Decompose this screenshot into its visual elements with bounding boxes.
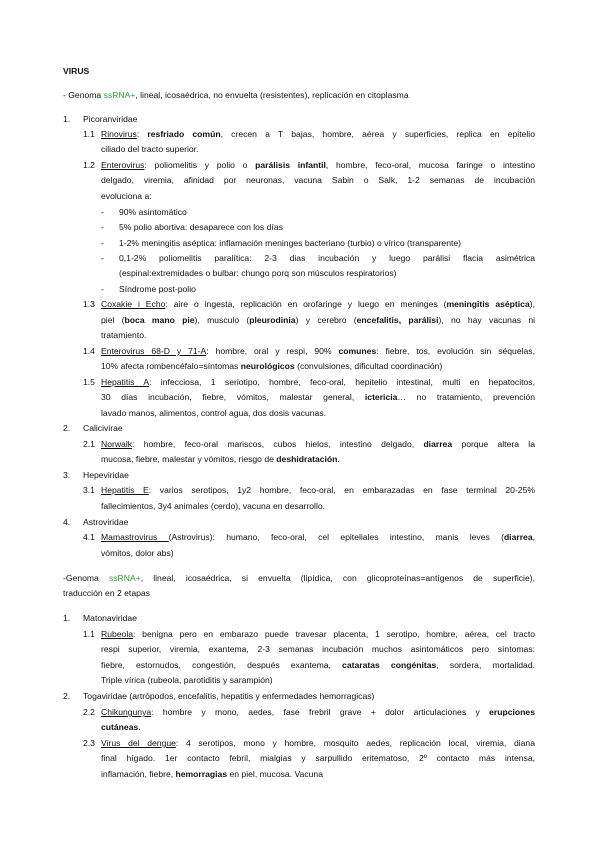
item-enterovirus-68: Enterovirus 68-D y 71-A: hombre, oral y respi, 90% comunes: fiebre, tos, evolución sin séquelas, [101, 346, 535, 356]
item-mamastrovirus: Mamastrovirus (Astrovirus): humano, feco-oral, cel epiteliales intestino, manis leves (diarrea, [101, 532, 535, 542]
item-number: 1.1 [83, 629, 95, 639]
item-rinovirus: Rinovirus: resfriado común, crecen a T bajas, hombre, aérea y superficies, replica en epitelio [101, 129, 535, 139]
item-number: 3.1 [83, 485, 95, 495]
intro-text: - Genoma [63, 90, 104, 100]
list-item: 5% polio abortiva: desaparece con los días [119, 222, 283, 232]
item-number: 2.3 [83, 738, 95, 748]
list-item: 1-2% meningitis aséptica: inflamación meninges bacteriano (turbio) o vírico (transparente) [119, 238, 462, 248]
list-item: Síndrome post-polio [119, 284, 196, 294]
item-chikungunya: Chikungunya: hombre y mono, aedes, fase frebril grave + dolor articulaciones y erupciones [101, 707, 535, 717]
item-norwalk: Norwalk: hombre, feco-oral mariscos, cubos hielos, intestino delgado, diarrea porque altera la [101, 439, 535, 449]
genome-type: ssRNA+ [103, 90, 136, 100]
item-dengue: Virus del dengue: 4 serotipos, mono y hombre, mosquito aedes, replicación local, viremia, diana [101, 738, 535, 748]
item-number: 1.3 [83, 299, 95, 309]
item-number: 1.4 [83, 346, 95, 356]
genome-type: ssRNA+ [108, 573, 141, 583]
item-hepatitis-a: Hepatitis A: infecciosa, 1 seriotipo, hombre, feco-oral, hepitelio intestinal, multi en hepatocitos, [101, 377, 535, 387]
list-item: 90% asintomático [119, 207, 187, 217]
item-number: 1.5 [83, 377, 95, 387]
family-heading: 3. Hepeviridae [63, 470, 129, 480]
section-intro [63, 89, 409, 101]
family-heading: 4. Astroviridae [63, 517, 129, 527]
item-coxakie: Coxakie i Echo: aire o ingesta, replicación en orofaringe y luego en meninges (meningitis aséptica), [101, 299, 535, 309]
family-heading: 1. Matonaviridae [63, 613, 137, 623]
list-item: 0,1-2% poliomelitis paralítica: 2-3 dias incubación y luego parálisi flacia asimétrica [119, 253, 535, 263]
document-page: VIRUS - Genoma ssRNA+, lineal, icosaédrica, no envuelta (resistentes), replicación en citoplasma 1. Picoranviridae 1.1 Rinovirus: resfriado común, crecen a T bajas, hombre, aérea y superficies, replica en epitelio ciliado del tracto superior. 1.2 Enterovirus: poliomelitis y polio o parálisis infantil, hombre, feco-oral, mucosa faringe o intestino delgado, viremia, afinidad por neuronas, vacuna Sabin o Salk, 1-2 semanas de incubación evoluciona a: - 90% asintomático - 5% polio abortiva: desaparece con los días - 1-2% meningitis aséptica: inflamación meninges bacteriano (turbio) o vírico (transparente) - 0,1-2% poliomelitis paralítica: 2-3 dias incubación y luego parálisi flacia asimétrica (espinal:extremidades o bulbar: chungo porq son músculos respiratorios) - Síndrome post-polio 1.3 Coxakie i Echo: aire o ingesta, replicación en orofaringe y luego en meninges (meningitis aséptica), piel (boca mano pie), musculo (pleurodinia) y cerebro (encefalitis, parálisi), no hay vacunas ni tratamiento. 1.4 Enterovirus 68-D y 71-A: hombre, oral y respi, 90% comunes: fiebre, tos, evolución sin séquelas, 10% afecta rombencéfalo=síntomas neurológicos (convulsiones, dificultad coordinación) 1.5 Hepatitis A: infecciosa, 1 seriotipo, hombre, feco-oral, hepitelio intestinal, multi en hepatocitos, 30 días incubación, fiebre, vómitos, malestar general, ictericia… no tratamiento, prevención lavado manos, alimentos, control agua, dos dosis vacunas. 2. Calicivirae 2.1 Norwalk: hombre, feco-oral mariscos, cubos hielos, intestino delgado, diarrea porque altera la mucosa, fiebre, malestar y vómitos, riesgo de deshidratación. 3. Hepeviridae 3.1 Hepatitis E: varios serotipos, 1y2 hombre, feco-oral, en embarazadas en fase terminal 20-25% fallecimientos, 3y4 animales (cerdo), vacuna en desarrollo. 4. Astroviridae 4.1 Mamastrovirus (Astrovirus): humano, feco-oral, cel epiteliales intestino, manis leves (diarrea, vómitos, dolor abs) -Genoma ssRNA+, lineal, icosaédrica, si envuelta (lipídica, con glicoproteínas=antígenos de superficie), traducción en 2 etapas 1. Matonaviridae 1.1 Rubeola: benigna pero en embarazo puede travesar placenta, 1 serotipo, hombre, aérea, cel tracto respi superior, viremia, exantema, 2-3 semanas incubación muchos asintomáticos pero síntomas: fiebre, estornudos, congestión, después exantema, cataratas congénitas, sordera, mortalidad. Triple vírica (rubeola, parotiditis y sarampión) 2. Togaviridae (artrópodos, encefalitis, hepatitis y enfermedades hemorragicas) 2.2 Chikungunya: hombre y mono, aedes, fase frebril grave + dolor articulaciones y erupciones cutáneas. 2.3 Virus del dengue: 4 serotipos, mono y hombre, mosquito aedes, replicación local, viremia, diana final hígado. 1er contacto febril, mialgias y sarpullido eritematoso, 2º contacto más intensa, inflamación, fiebre, hemorragias en piel, mucosa. Vacuna [63, 66, 536, 779]
page-title: VIRUS [63, 66, 90, 76]
item-number: 4.1 [83, 532, 95, 542]
intro-text: , lineal, icosaédrica, no envuelta (resistentes), replicación en citoplasma [135, 90, 409, 100]
item-enterovirus: Enterovirus: poliomelitis y polio o parálisis infantil, hombre, feco-oral, mucosa faringe o intestino [101, 160, 535, 170]
family-heading: 1. Picoranviridae [63, 114, 138, 124]
item-hepatitis-e: Hepatitis E: varios serotipos, 1y2 hombre, feco-oral, en embarazadas en fase terminal 20-25% [101, 485, 536, 495]
item-number: 2.2 [83, 707, 95, 717]
section-intro: -Genoma ssRNA+, lineal, icosaédrica, si envuelta (lipídica, con glicoproteínas=antígenos de superficie), [63, 573, 535, 583]
item-number: 1.1 [83, 129, 95, 139]
item-number: 2.1 [83, 439, 95, 449]
family-heading: 2. Calicivirae [63, 423, 123, 433]
item-number: 1.2 [83, 160, 95, 170]
family-heading: 2. Togaviridae (artrópodos, encefalitis, hepatitis y enfermedades hemorragicas) [63, 691, 375, 701]
item-rubeola: Rubeola: benigna pero en embarazo puede travesar placenta, 1 serotipo, hombre, aérea, cel tracto [101, 629, 535, 639]
